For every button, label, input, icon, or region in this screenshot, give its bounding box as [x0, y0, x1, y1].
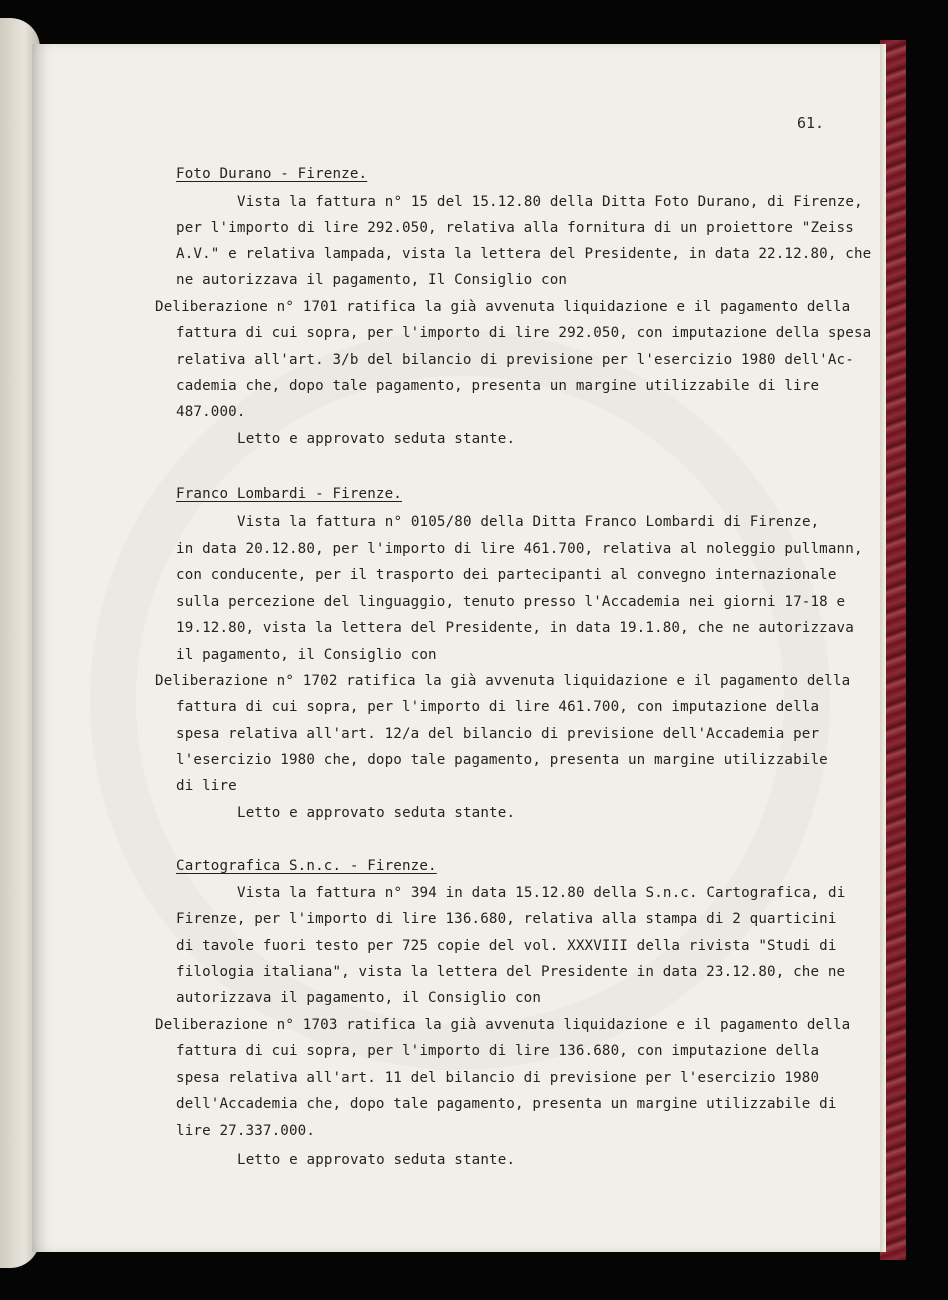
deliberation-line: Deliberazione n° 1701 ratifica la già avvenuta liquidazione e il pagamento della	[155, 299, 851, 315]
page-number: 61.	[797, 114, 825, 132]
text-line: dell'Accademia che, dopo tale pagamento, presenta un margine utilizzabile di	[176, 1096, 837, 1112]
text-line: autorizzava il pagamento, il Consiglio con	[176, 990, 542, 1006]
approval-line: Letto e approvato seduta stante.	[237, 1152, 516, 1168]
approval-line: Letto e approvato seduta stante.	[237, 805, 516, 821]
text-line: l'esercizio 1980 che, dopo tale pagamento, presenta un margine utilizzabile	[176, 752, 828, 768]
text-line: per l'importo di lire 292.050, relativa alla fornitura di un proiettore "Zeiss	[176, 220, 854, 236]
text-line: di tavole fuori testo per 725 copie del vol. XXXVIII della rivista "Studi di	[176, 938, 837, 954]
text-line: ne autorizzava il pagamento, Il Consiglio con	[176, 272, 568, 288]
text-line: Firenze, per l'importo di lire 136.680, relativa alla stampa di 2 quarticini	[176, 911, 837, 927]
text-line: Vista la fattura n° 15 del 15.12.80 della Ditta Foto Durano, di Firenze,	[237, 194, 863, 210]
text-line: A.V." e relativa lampada, vista la lettera del Presidente, in data 22.12.80, che	[176, 246, 872, 262]
approval-line: Letto e approvato seduta stante.	[237, 431, 516, 447]
section-heading: Foto Durano - Firenze.	[176, 166, 368, 182]
text-line: 19.12.80, vista la lettera del Presidente, in data 19.1.80, che ne autorizzava	[176, 620, 854, 636]
text-line: fattura di cui sopra, per l'importo di lire 292.050, con imputazione della spesa	[176, 325, 872, 341]
text-line: filologia italiana", vista la lettera del Presidente in data 23.12.80, che ne	[176, 964, 846, 980]
text-line: di lire	[176, 778, 237, 794]
text-line: Vista la fattura n° 0105/80 della Ditta Franco Lombardi di Firenze,	[237, 514, 820, 530]
text-line: spesa relativa all'art. 11 del bilancio di previsione per l'esercizio 1980	[176, 1070, 820, 1086]
text-line: spesa relativa all'art. 12/a del bilancio di previsione dell'Accademia per	[176, 726, 820, 742]
text-line: relativa all'art. 3/b del bilancio di previsione per l'esercizio 1980 dell'Ac-	[176, 352, 854, 368]
text-line: il pagamento, il Consiglio con	[176, 647, 437, 663]
text-line: con conducente, per il trasporto dei partecipanti al convegno internazionale	[176, 567, 837, 583]
text-line: in data 20.12.80, per l'importo di lire 461.700, relativa al noleggio pullmann,	[176, 541, 863, 557]
section-heading: Franco Lombardi - Firenze.	[176, 486, 402, 502]
section-heading: Cartografica S.n.c. - Firenze.	[176, 858, 437, 874]
text-line: fattura di cui sopra, per l'importo di lire 136.680, con imputazione della	[176, 1043, 820, 1059]
text-line: Vista la fattura n° 394 in data 15.12.80 della S.n.c. Cartografica, di	[237, 885, 846, 901]
text-line: cademia che, dopo tale pagamento, presenta un margine utilizzabile di lire	[176, 378, 820, 394]
deliberation-line: Deliberazione n° 1702 ratifica la già avvenuta liquidazione e il pagamento della	[155, 673, 851, 689]
text-line: sulla percezione del linguaggio, tenuto presso l'Accademia nei giorni 17-18 e	[176, 594, 846, 610]
text-line: 487.000.	[176, 404, 246, 420]
text-line: fattura di cui sopra, per l'importo di lire 461.700, con imputazione della	[176, 699, 820, 715]
text-line: lire 27.337.000.	[176, 1123, 316, 1139]
deliberation-line: Deliberazione n° 1703 ratifica la già avvenuta liquidazione e il pagamento della	[155, 1017, 851, 1033]
